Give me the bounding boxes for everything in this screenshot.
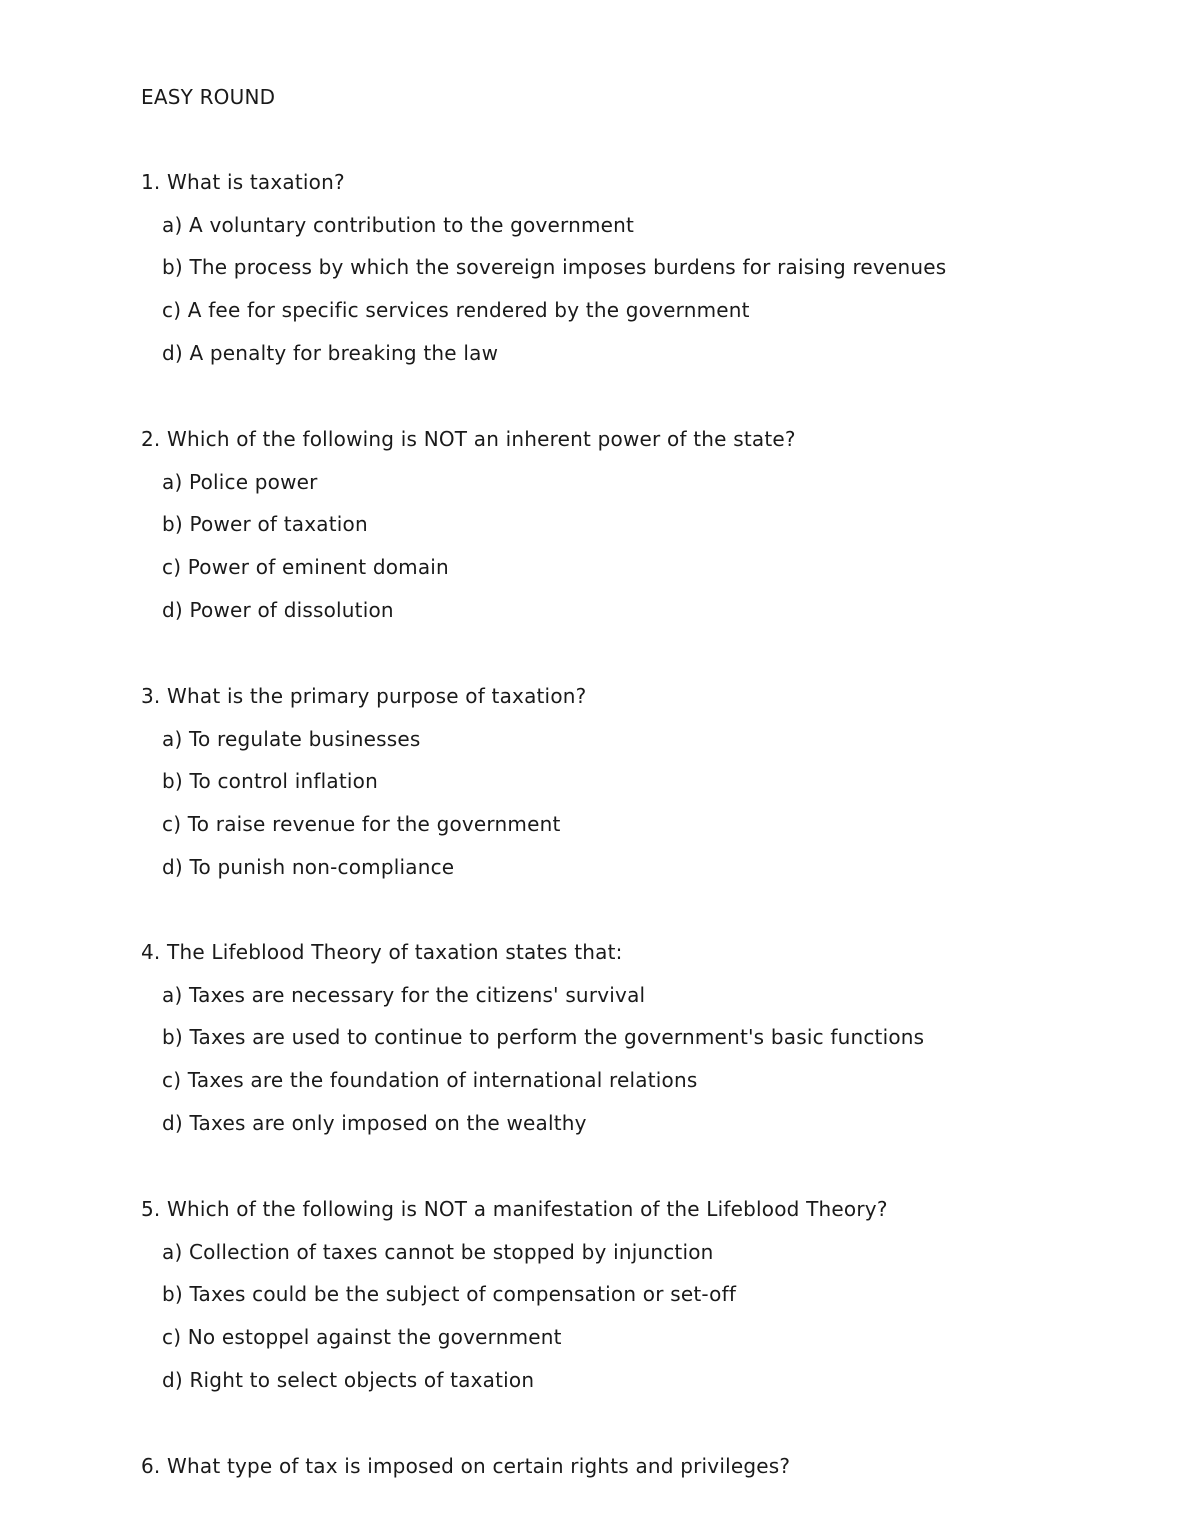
answer-option-d: d) A penalty for breaking the law [162, 340, 499, 365]
answer-option-b: b) To control inflation [162, 769, 378, 794]
answer-option-a: a) To regulate businesses [162, 726, 421, 751]
question-text: 6. What type of tax is imposed on certain rights and privileges? [141, 1454, 791, 1478]
answer-option-a: a) A voluntary contribution to the government [162, 212, 635, 237]
answer-option-b: b) Taxes are used to continue to perform the government's basic functions [162, 1025, 925, 1050]
question-text: 2. Which of the following is NOT an inherent power of the state? [141, 427, 796, 451]
answer-option-c: c) No estoppel against the government [162, 1325, 562, 1350]
answer-option-c: c) To raise revenue for the government [162, 812, 561, 837]
answer-option-d: d) To punish non-compliance [162, 854, 455, 879]
question-5 [141, 1197, 1141, 1392]
question-text: 5. Which of the following is NOT a manifestation of the Lifeblood Theory? [141, 1197, 888, 1221]
question-3 [141, 684, 1141, 879]
answer-option-c: c) Taxes are the foundation of international relations [162, 1068, 698, 1093]
answer-option-b: b) Power of taxation [162, 512, 368, 537]
question-text: 3. What is the primary purpose of taxation? [141, 684, 587, 708]
question-text: 4. The Lifeblood Theory of taxation states that: [141, 940, 623, 964]
answer-option-a: a) Taxes are necessary for the citizens' survival [162, 982, 646, 1007]
question-1 [141, 170, 1141, 365]
answer-option-a: a) Police power [162, 469, 318, 494]
answer-option-b: b) Taxes could be the subject of compensation or set-off [162, 1282, 737, 1307]
question-2 [141, 427, 1141, 622]
answer-option-a: a) Collection of taxes cannot be stopped by injunction [162, 1239, 714, 1264]
question-6 [141, 1454, 1141, 1478]
question-text: 1. What is taxation? [141, 170, 345, 194]
answer-option-c: c) Power of eminent domain [162, 555, 449, 580]
answer-option-c: c) A fee for specific services rendered by the government [162, 298, 750, 323]
section-heading: EASY ROUND [141, 85, 276, 109]
answer-option-d: d) Taxes are only imposed on the wealthy [162, 1110, 587, 1135]
question-4 [141, 940, 1141, 1135]
answer-option-b: b) The process by which the sovereign imposes burdens for raising revenues [162, 255, 947, 280]
answer-option-d: d) Power of dissolution [162, 597, 394, 622]
answer-option-d: d) Right to select objects of taxation [162, 1367, 535, 1392]
